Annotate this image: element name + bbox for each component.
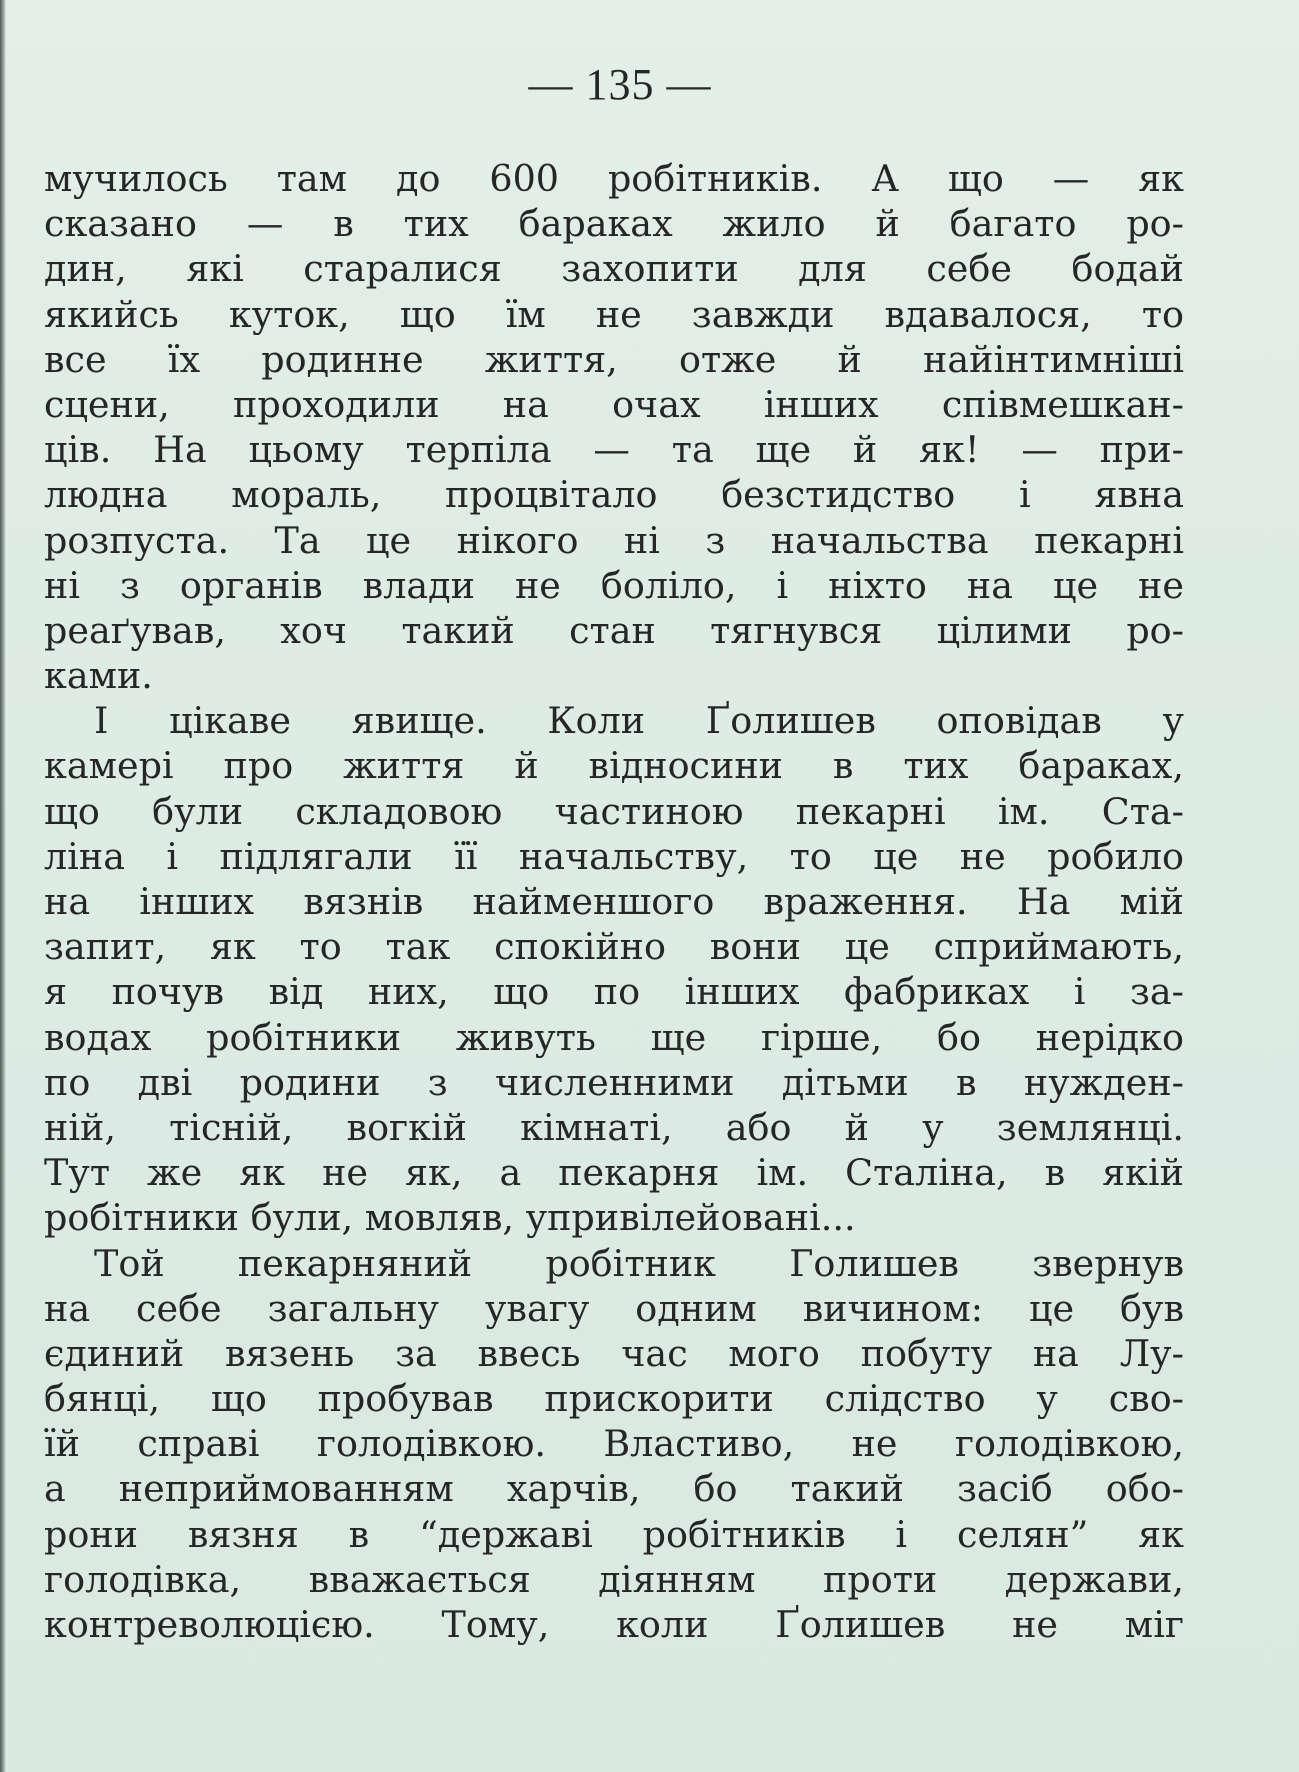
text-line: ців. На цьому терпіла — та ще й як! — при- xyxy=(44,428,1184,472)
body-text xyxy=(44,156,1184,1647)
text-line: ліна і підлягали її начальству, то це не робило xyxy=(44,834,1184,878)
text-line: що були складовою частиною пекарні ім. Ста- xyxy=(44,789,1184,833)
text-line: сказано — в тих бараках жило й багато ро- xyxy=(44,202,1184,246)
text-line: дин, які старалися захопити для себе бодай xyxy=(44,247,1184,291)
text-line: запит, як то так спокійно вони це сприймають, xyxy=(44,925,1184,969)
text-line: все їх родинне життя, отже й найінтимніші xyxy=(44,337,1184,381)
text-line: водах робітники живуть ще гірше, бо нерідко xyxy=(44,1015,1184,1059)
text-line: І цікаве явище. Коли Ґолишев оповідав у xyxy=(94,699,1184,743)
text-line: на інших вязнів найменшого враження. На мій xyxy=(44,880,1184,923)
text-line: ками. xyxy=(44,654,153,698)
text-line: рони вязня в “державі робітників і селян” як xyxy=(44,1512,1184,1556)
text-line: Той пекарняний робітник Голишев звернув xyxy=(94,1241,1184,1285)
text-line: розпуста. Та це нікого ні з начальства пекарні xyxy=(44,518,1184,562)
text-line: якийсь куток, що їм не завжди вдавалося, то xyxy=(44,292,1184,336)
text-line: камері про життя й відносини в тих бараках, xyxy=(44,744,1184,788)
text-line: а неприймованням харчів, бо такий засіб обо- xyxy=(44,1467,1184,1511)
page-number: — 135 — xyxy=(528,60,712,109)
paragraph-2 xyxy=(44,698,1184,1240)
text-line: робітники були, мовляв, упривілейовані... xyxy=(44,1196,856,1240)
text-line: голодівка, вважається діянням проти держави, xyxy=(44,1557,1184,1601)
text-line: по дві родини з численними дітьми в нужден- xyxy=(44,1060,1184,1104)
text-line: єдиний вязень за ввесь час мого побуту на Лу- xyxy=(44,1331,1184,1375)
text-line: бянці, що пробував прискорити слідство у сво- xyxy=(44,1377,1184,1421)
text-line: Тут же як не як, а пекарня ім. Сталіна, в якій xyxy=(44,1151,1184,1195)
text-line: ні з органів влади не боліло, і ніхто на це не xyxy=(44,563,1184,607)
text-line: їй справі голодівкою. Властиво, не голодівкою, xyxy=(44,1422,1184,1466)
text-line: людна мораль, процвітало безстидство і явна xyxy=(44,473,1184,517)
text-line: сцени, проходили на очах інших співмешкан- xyxy=(44,382,1184,426)
paragraph-3 xyxy=(44,1241,1184,1648)
text-line: на себе загальну увагу одним вичином: це був xyxy=(44,1286,1184,1330)
page-binding-edge xyxy=(0,0,6,1772)
paragraph-1 xyxy=(44,156,1184,698)
text-line: ній, тісній, вогкій кімнаті, або й у землянці. xyxy=(44,1105,1184,1149)
text-line: контреволюцією. Тому, коли Ґолишев не міг xyxy=(44,1603,1184,1646)
text-line: мучилось там до 600 робітників. А що — як xyxy=(44,157,1184,200)
text-line: реаґував, хоч такий стан тягнувся цілими ро- xyxy=(44,608,1184,652)
text-line: я почув від них, що по інших фабриках і за- xyxy=(44,970,1184,1014)
